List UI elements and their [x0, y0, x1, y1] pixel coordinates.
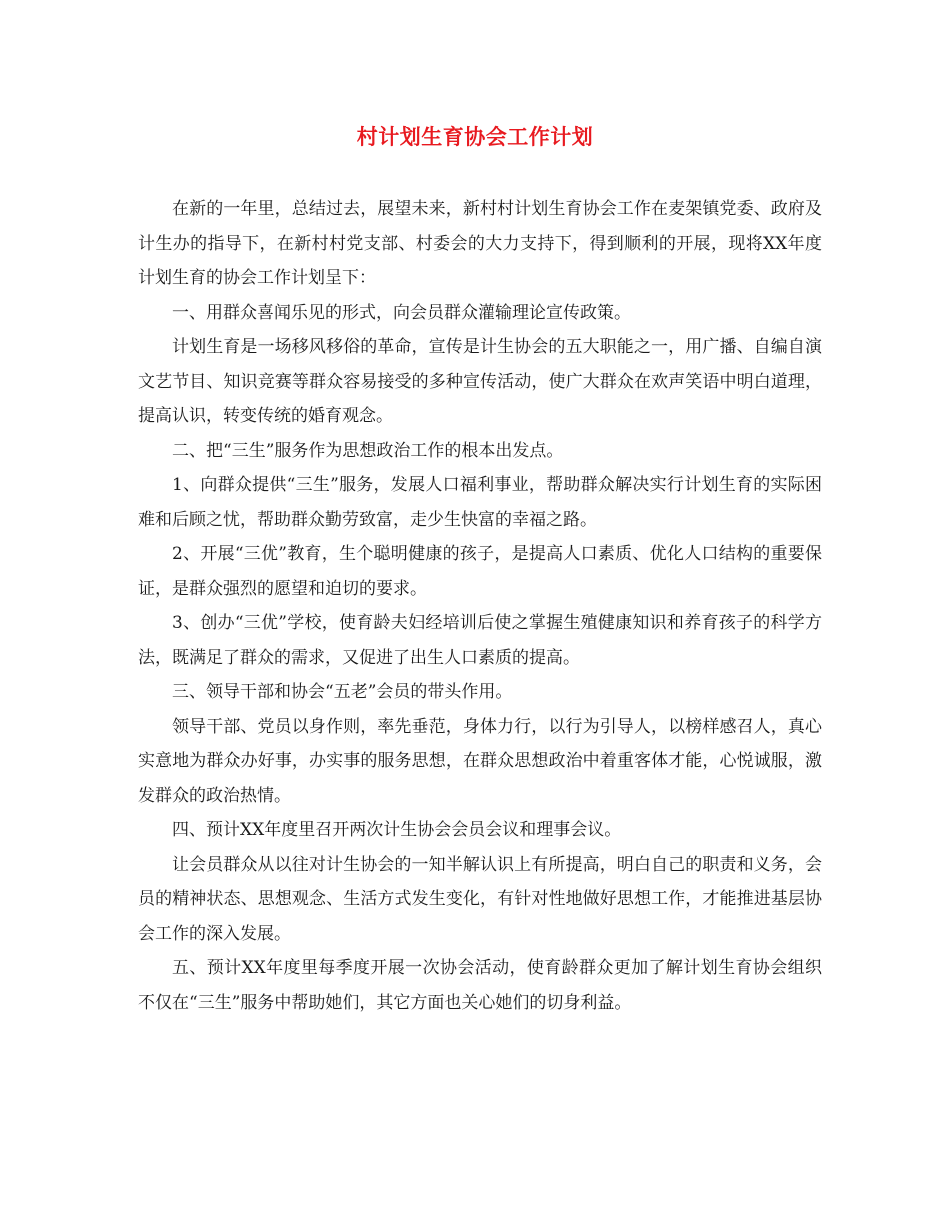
section-heading-3: 三、领导干部和协会“五老”会员的带头作用。 [172, 682, 513, 702]
paragraph: 领导干部、党员以身作则，率先垂范，身体力行，以行为引导人，以榜样感召人，真心实意地为群众办好事，办实事的服务思想，在群众思想政治中着重客体才能，心悦诚服，激发群众的政治热情。 [138, 716, 822, 806]
section-heading-2: 二、把“三生”服务作为思想政治工作的根本出发点。 [172, 440, 564, 461]
section-heading-5: 五、预计XX年度里每季度开展一次协会活动，使育龄群众更加了解计划生育协会组织不仅在“三生”服务中帮助她们，其它方面也关心她们的切身利益。 [138, 958, 822, 1013]
section-heading-1: 一、用群众喜闻乐见的形式，向会员群众灌输理论宣传政策。 [172, 302, 631, 323]
document-title: 村计划生育协会工作计划 [356, 124, 594, 149]
list-item-paragraph: 1、向群众提供“三生”服务，发展人口福利事业，帮助群众解决实行计划生育的实际困难和后顾之忧，帮助群众勤劳致富，走少生快富的幸福之路。 [138, 475, 822, 530]
paragraph: 让会员群众从以往对计生协会的一知半解认识上有所提高，明白自己的职责和义务，会员的精神状态、思想观念、生活方式发生变化，有针对性地做好思想工作，才能推进基层协会工作的深入发展。 [138, 854, 822, 944]
list-item-paragraph: 3、创办“三优”学校，使育龄夫妇经培训后使之掌握生殖健康知识和养育孩子的科学方法，既满足了群众的需求，又促进了出生人口素质的提高。 [138, 613, 822, 668]
section-heading-4: 四、预计XX年度里召开两次计生协会会员会议和理事会议。 [172, 820, 622, 840]
paragraph: 计划生育是一场移风移俗的革命，宣传是计生协会的五大职能之一，用广播、自编自演文艺节目、知识竞赛等群众容易接受的多种宣传活动，使广大群众在欢声笑语中明白道理，提高认识，转变传统的婚育观念。 [138, 337, 822, 426]
paragraph-intro: 在新的一年里，总结过去，展望未来，新村村计划生育协会工作在麦架镇党委、政府及计生办的指导下，在新村村党支部、村委会的大力支持下，得到顺利的开展，现将XX年度计划生育的协会工作计划呈下： [138, 199, 822, 288]
document-body [138, 192, 822, 1020]
list-item-paragraph: 2、开展“三优”教育，生个聪明健康的孩子，是提高人口素质、优化人口结构的重要保证，是群众强烈的愿望和迫切的要求。 [138, 544, 822, 599]
